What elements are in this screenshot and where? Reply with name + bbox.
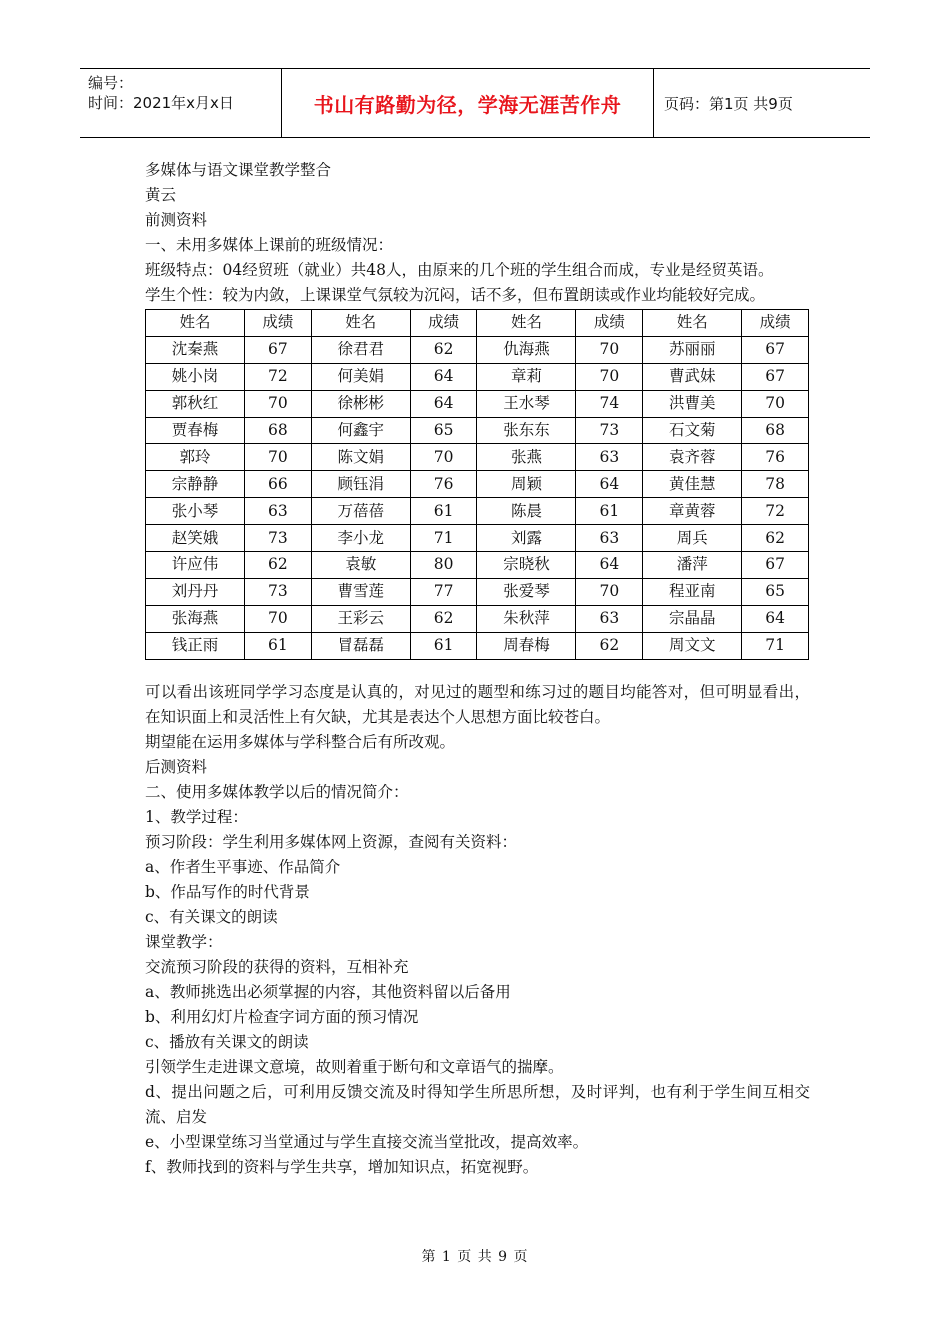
student-name-cell: 顾钰涓 [311,471,410,498]
body-paragraph: 课堂教学： [145,932,223,951]
table-row [146,605,809,632]
student-score-cell: 77 [410,578,477,605]
student-name-cell: 张燕 [477,444,576,471]
student-name-cell: 潘萍 [643,552,742,579]
table-row [146,552,809,579]
student-score-cell: 64 [576,552,643,579]
student-score-cell: 73 [576,417,643,444]
body-paragraph: 可以看出该班同学学习态度是认真的，对见过的题型和练习过的题目均能答对，但可明显看出，在知识面上和灵活性上有欠缺，尤其是表达个人思想方面比较苍白。 [145,682,810,726]
student-name-cell: 周文文 [643,632,742,659]
body-paragraph: 预习阶段：学生利用多媒体网上资源，查阅有关资料： [145,832,518,851]
column-header-score: 成绩 [742,310,809,337]
body-paragraph: b、作品写作的时代背景 [145,882,310,901]
student-score-cell: 63 [576,525,643,552]
student-score-cell: 70 [576,578,643,605]
body-paragraph: a、作者生平事迹、作品简介 [145,857,341,876]
student-name-cell: 张爱琴 [477,578,576,605]
student-score-cell: 70 [576,363,643,390]
student-name-cell: 姚小岗 [146,363,245,390]
student-score-cell: 64 [410,363,477,390]
student-score-cell: 61 [410,498,477,525]
student-score-cell: 68 [742,417,809,444]
student-score-cell: 62 [742,525,809,552]
student-name-cell: 黄佳慧 [643,471,742,498]
student-name-cell: 曹武妹 [643,363,742,390]
student-name-cell: 徐君君 [311,336,410,363]
subsection-heading: 一、未用多媒体上课前的班级情况： [145,236,394,254]
column-header-name: 姓名 [311,310,410,337]
student-name-cell: 刘露 [477,525,576,552]
student-personality-paragraph: 学生个性：较为内敛，上课课堂气氛较为沉闷，话不多，但布置朗读或作业均能较好完成。 [145,286,766,304]
student-score-cell: 66 [245,471,312,498]
student-score-cell: 61 [576,498,643,525]
student-name-cell: 张海燕 [146,605,245,632]
student-name-cell: 陈晨 [477,498,576,525]
table-row [146,390,809,417]
student-score-cell: 78 [742,471,809,498]
student-score-cell: 76 [742,444,809,471]
table-row [146,578,809,605]
student-name-cell: 章黄蓉 [643,498,742,525]
column-header-name: 姓名 [477,310,576,337]
body-paragraph: f、教师找到的资料与学生共享，增加知识点，拓宽视野。 [145,1157,539,1176]
page-footer: 第 1 页 共 9 页 [421,1249,529,1265]
body-paragraph: c、播放有关课文的朗读 [145,1032,309,1051]
student-score-cell: 72 [245,363,312,390]
student-name-cell: 王水琴 [477,390,576,417]
student-name-cell: 何鑫宇 [311,417,410,444]
student-name-cell: 郭秋红 [146,390,245,417]
student-score-cell: 70 [245,390,312,417]
student-score-cell: 65 [742,578,809,605]
column-header-score: 成绩 [576,310,643,337]
student-name-cell: 冒磊磊 [311,632,410,659]
student-score-cell: 67 [742,363,809,390]
student-name-cell: 仇海燕 [477,336,576,363]
student-name-cell: 周春梅 [477,632,576,659]
body-paragraph: 二、使用多媒体教学以后的情况简介： [145,782,409,801]
table-header-row [146,310,809,337]
table-row [146,498,809,525]
student-score-cell: 70 [410,444,477,471]
student-score-cell: 67 [742,552,809,579]
student-score-cell: 64 [576,471,643,498]
body-paragraph: c、有关课文的朗读 [145,907,278,926]
student-score-cell: 71 [742,632,809,659]
student-name-cell: 宗晓秋 [477,552,576,579]
document-number-label: 编号： [88,74,134,92]
body-paragraph: a、教师挑选出必须掌握的内容，其他资料留以后备用 [145,982,511,1001]
body-paragraph: e、小型课堂练习当堂通过与学生直接交流当堂批改，提高效率。 [145,1132,589,1151]
student-score-cell: 62 [410,336,477,363]
student-name-cell: 张东东 [477,417,576,444]
table-row [146,363,809,390]
student-score-cell: 73 [245,578,312,605]
class-features-paragraph: 班级特点：04经贸班（就业）共48人，由原来的几个班的学生组合而成，专业是经贸英语。 [145,261,774,279]
body-paragraph: 期望能在运用多媒体与学科整合后有所改观。 [145,732,456,751]
student-score-cell: 63 [576,605,643,632]
column-header-score: 成绩 [410,310,477,337]
student-score-cell: 67 [245,336,312,363]
student-name-cell: 朱秋萍 [477,605,576,632]
document-title: 多媒体与语文课堂教学整合 [145,161,332,179]
student-score-cell: 61 [410,632,477,659]
student-name-cell: 贾春梅 [146,417,245,444]
student-name-cell: 钱正雨 [146,632,245,659]
section-heading: 前测资料 [145,211,208,229]
header-page-info: 页码：第1页 共9页 [664,94,793,113]
student-score-cell: 70 [245,444,312,471]
table-row [146,417,809,444]
student-name-cell: 张小琴 [146,498,245,525]
author-name: 黄云 [145,186,177,204]
student-scores-table [145,309,809,660]
student-score-cell: 61 [245,632,312,659]
header-motto: 书山有路勤为径，学海无涯苦作舟 [313,92,622,117]
student-score-cell: 71 [410,525,477,552]
student-score-cell: 64 [410,390,477,417]
table-row [146,471,809,498]
student-name-cell: 石文菊 [643,417,742,444]
student-name-cell: 陈文娟 [311,444,410,471]
student-score-cell: 73 [245,525,312,552]
student-name-cell: 袁敏 [311,552,410,579]
column-header-name: 姓名 [643,310,742,337]
student-name-cell: 程亚南 [643,578,742,605]
student-name-cell: 苏丽丽 [643,336,742,363]
student-score-cell: 70 [742,390,809,417]
student-name-cell: 宗晶晶 [643,605,742,632]
student-name-cell: 曹雪莲 [311,578,410,605]
body-paragraph: 后测资料 [145,757,208,776]
student-score-cell: 63 [245,498,312,525]
student-name-cell: 周颖 [477,471,576,498]
body-paragraph: 交流预习阶段的获得的资料，互相补充 [145,957,409,976]
header-meta [80,69,282,137]
analysis-and-process [145,680,810,1180]
student-score-cell: 65 [410,417,477,444]
student-name-cell: 何美娟 [311,363,410,390]
table-body [146,336,809,659]
student-score-cell: 67 [742,336,809,363]
table-row [146,525,809,552]
column-header-name: 姓名 [146,310,245,337]
body-paragraph: b、利用幻灯片检查字词方面的预习情况 [145,1007,419,1026]
column-header-score: 成绩 [245,310,312,337]
student-name-cell: 徐彬彬 [311,390,410,417]
student-score-cell: 74 [576,390,643,417]
student-score-cell: 62 [410,605,477,632]
student-name-cell: 郭玲 [146,444,245,471]
student-name-cell: 沈秦燕 [146,336,245,363]
student-name-cell: 赵笑娥 [146,525,245,552]
student-score-cell: 72 [742,498,809,525]
student-score-cell: 76 [410,471,477,498]
student-score-cell: 68 [245,417,312,444]
student-score-cell: 80 [410,552,477,579]
body-paragraph: 引领学生走进课文意境，故则着重于断句和文章语气的揣摩。 [145,1057,564,1076]
document-time-label: 时间：2021年x月x日 [88,94,234,112]
document-body [145,158,810,1180]
student-name-cell: 周兵 [643,525,742,552]
student-name-cell: 万蓓蓓 [311,498,410,525]
student-score-cell: 70 [576,336,643,363]
student-score-cell: 62 [576,632,643,659]
student-name-cell: 袁齐蓉 [643,444,742,471]
page-header [80,68,870,138]
student-score-cell: 63 [576,444,643,471]
student-name-cell: 刘丹丹 [146,578,245,605]
table-row [146,632,809,659]
student-score-cell: 64 [742,605,809,632]
body-paragraph: 1、教学过程： [145,807,248,826]
header-motto-cell [282,69,654,137]
body-paragraph: d、提出问题之后，可利用反馈交流及时得知学生所思所想，及时评判，也有利于学生间互相交流、启发 [145,1082,810,1126]
student-name-cell: 洪曹美 [643,390,742,417]
student-score-cell: 70 [245,605,312,632]
student-name-cell: 王彩云 [311,605,410,632]
student-score-cell: 62 [245,552,312,579]
student-name-cell: 许应伟 [146,552,245,579]
student-name-cell: 宗静静 [146,471,245,498]
student-name-cell: 李小龙 [311,525,410,552]
table-row [146,444,809,471]
table-row [146,336,809,363]
student-name-cell: 章莉 [477,363,576,390]
